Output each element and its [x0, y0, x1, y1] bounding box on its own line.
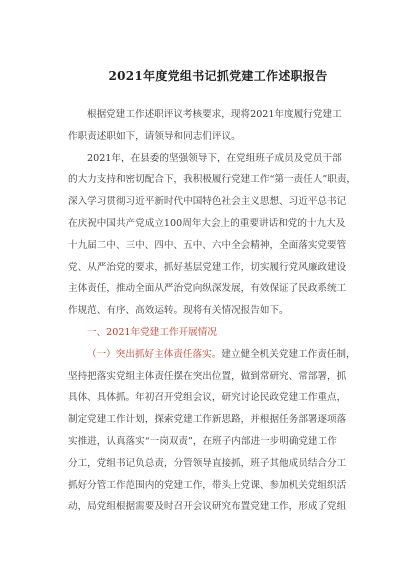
section-heading: 一、2021年党建工作开展情况 — [87, 326, 217, 338]
section-paragraph — [68, 344, 368, 518]
text-line: 根据党建工作述职评议考核要求，现将2021年度履行党建工 — [87, 109, 342, 120]
subsection-heading: （一）突出抓好主体责任落实。 — [87, 348, 222, 360]
text-line: 制定党建工作计划，探索党建工作新思路，并根据任务部署逐项落 — [68, 414, 347, 426]
text-line: 的大力支持和密切配合下，我积极履行党建工作“第一责任人”职责， — [68, 174, 357, 186]
intro-paragraph — [68, 104, 368, 148]
text-line: 党、从严治党的要求，抓好基层党建工作，切实履行党风廉政建设 — [68, 261, 347, 273]
text-line: 分工，党组书记负总责，分管领导直接抓，班子其他成员结合分工 — [68, 457, 347, 469]
text-line: 抓好分管工作范围内的党建工作，带头上党课、参加机关党组织活 — [68, 479, 347, 491]
summary-paragraph — [68, 148, 368, 322]
document-title: 2021年度党组书记抓党建工作述职报告 — [108, 69, 328, 83]
text-line — [68, 344, 368, 366]
text-line: 实推进，认真落实“一岗双责”，在班子内部进一步明确党建工作 — [68, 435, 337, 447]
text-line: 主体责任，推动全面从严治党向纵深发展，有效保证了民政系统工 — [68, 283, 347, 295]
text-line: 动，局党组根据需要及时召开会议研究布置党建工作，形成了党组 — [68, 501, 347, 513]
text-line: 坚持把落实党组主体责任摆在突出位置，做到常研究、常部署，抓 — [68, 370, 347, 382]
text-line: 作职责述职如下，请领导和同志们评议。 — [68, 130, 241, 142]
text-line: 在庆祝中国共产党成立100周年大会上的重要讲话和党的十九大及 — [68, 217, 346, 229]
text-line-rest: 建立健全机关党建工作责任制， — [221, 348, 356, 360]
text-line: 深入学习贯彻习近平新时代中国特色社会主义思想、习近平总书记 — [68, 196, 347, 208]
text-line: 2021年，在县委的坚强领导下，在党组班子成员及党员干部 — [87, 152, 342, 164]
text-line: 具体、具体抓。年初召开党组会议，研究讨论民政党建工作重点， — [68, 392, 347, 404]
text-line: 十九届二中、三中、四中、五中、六中全会精神，全面落实党要管 — [68, 239, 347, 251]
text-line: 作规范、有序、高效运转。现将有关情况报告如下。 — [68, 305, 289, 317]
